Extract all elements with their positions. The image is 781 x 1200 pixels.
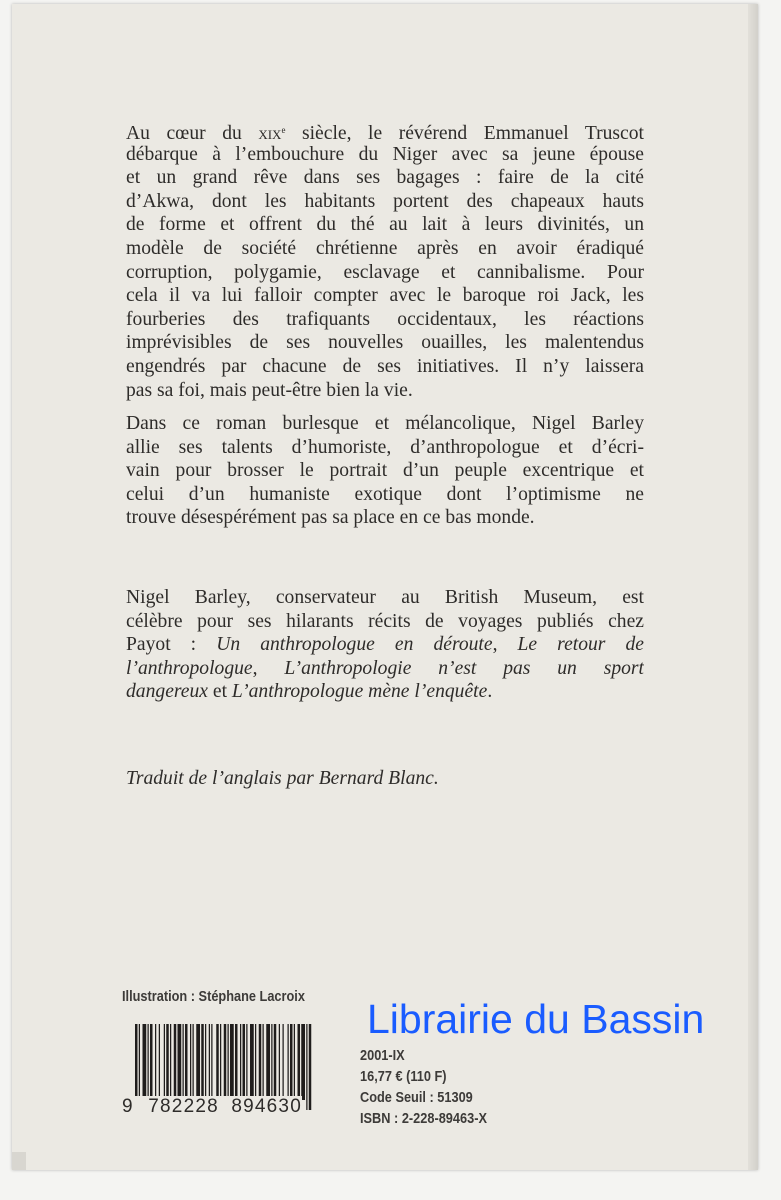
text-segment: célèbre pour ses hilarants récits de voyages publiés chez (126, 610, 644, 632)
text-line (126, 680, 644, 704)
barcode-bar (164, 1024, 165, 1100)
text-segment: Un anthropologue en déroute (216, 634, 493, 656)
text-segment: Payot : (126, 634, 217, 656)
price: 16,77 € (110 F) (360, 1069, 447, 1085)
barcode-bar (174, 1024, 177, 1100)
barcode-bar (216, 1024, 219, 1100)
text-segment: pas sa foi, mais peut-être bien la vie. (126, 379, 413, 401)
text-line (126, 237, 644, 261)
text-segment: , (492, 634, 518, 656)
text-line (126, 586, 644, 610)
text-segment: imprévisibles de ses nouvelles ouailles, les malentendus (126, 332, 644, 354)
barcode-bar (283, 1024, 284, 1100)
barcode-bar (166, 1024, 169, 1100)
text-line (126, 483, 644, 507)
text-segment: XIX (258, 127, 282, 142)
barcode-bar (243, 1024, 246, 1100)
barcode-bar (143, 1024, 147, 1100)
barcode-bar (190, 1024, 191, 1100)
text-line (126, 657, 644, 681)
text-segment: e (281, 125, 286, 135)
barcode-bar (159, 1024, 160, 1100)
text-line (126, 436, 644, 460)
text-line (126, 143, 644, 167)
text-segment: allie ses talents d’humoriste, d’anthropologue et d’écri- (126, 436, 644, 458)
barcode-digits-left: 782228 (148, 1096, 219, 1117)
text-line (126, 459, 644, 483)
text-segment: trouve désespérément pas sa place en ce bas monde. (126, 507, 535, 529)
text-line (126, 331, 644, 355)
barcode-bar (205, 1024, 206, 1100)
text-segment: débarque à l’embouchure du Niger avec sa jeune épouse (126, 143, 644, 165)
barcode-bar (196, 1024, 200, 1100)
barcode-bar (290, 1024, 293, 1100)
print-date: 2001-IX (360, 1048, 405, 1064)
barcode-bar (178, 1024, 182, 1100)
text-segment: dangereux (126, 681, 208, 703)
text-segment: corruption, polygamie, esclavage et cannibalisme. Pour (126, 261, 644, 283)
barcode-bar (294, 1024, 295, 1100)
text-segment: cela il va lui falloir compter avec le baroque roi Jack, les (126, 285, 644, 307)
barcode-bar (170, 1024, 171, 1100)
barcode-bar (148, 1024, 149, 1100)
text-line (126, 308, 644, 332)
text-segment: Au cœur du (126, 123, 259, 143)
text-segment: et un grand rêve dans ses bagages : faire de la cité (126, 167, 644, 189)
barcode-bar (279, 1024, 280, 1100)
barcode-bar (288, 1024, 289, 1100)
barcode-digit-prefix: 9 (122, 1096, 134, 1117)
barcode-bar (259, 1024, 262, 1100)
text-line (126, 412, 644, 436)
barcode-bar (266, 1024, 270, 1100)
barcode-bar (193, 1024, 194, 1100)
barcode-bar (240, 1024, 241, 1100)
text-segment: , (252, 657, 285, 679)
text-line (126, 610, 644, 634)
translator-credit: Traduit de l’anglais par Bernard Blanc. (126, 768, 439, 789)
text-segment: celui d’un humaniste exotique dont l’optimisme ne (126, 483, 644, 505)
text-segment: siècle, le révérend Emmanuel Truscot (285, 123, 644, 143)
barcode-bar (230, 1024, 234, 1100)
barcode-bar (298, 1024, 301, 1100)
barcode-bar (250, 1024, 254, 1100)
barcode-bar (150, 1024, 153, 1100)
text-segment: engendrés par chacune de ses initiatives. Il n’y laissera (126, 355, 644, 377)
barcode-digits (122, 1096, 302, 1118)
text-line (126, 355, 644, 379)
text-segment: Dans ce roman burlesque et mélancolique, Nigel Barley (126, 413, 644, 434)
text-segment: et (207, 681, 232, 703)
barcode-bar (209, 1024, 210, 1100)
barcode-bar (185, 1024, 188, 1100)
barcode-bar (228, 1024, 229, 1100)
cover-corner-wear (12, 1152, 26, 1170)
text-line (126, 506, 644, 530)
text-segment: Nigel Barley, conservateur au British Museum, est (126, 587, 644, 608)
barcode-bar (183, 1024, 184, 1100)
text-line (126, 190, 644, 214)
text-segment: L’anthropologue mène l’enquête (231, 681, 488, 703)
text-line (126, 379, 644, 403)
publication-info (360, 1046, 487, 1130)
text-line (126, 633, 644, 657)
bookshop-watermark: Librairie du Bassin (367, 996, 705, 1042)
barcode-bar (274, 1024, 277, 1100)
text-segment: de forme et offrent du thé au lait à leurs divinités, un (126, 214, 644, 236)
text-line (126, 213, 644, 237)
text-line (126, 166, 644, 190)
text-line (126, 119, 644, 143)
barcode-bar (301, 1024, 305, 1100)
barcode-bar (263, 1024, 264, 1100)
barcode-bar (155, 1024, 156, 1100)
text-segment: vain pour brosser le portrait d’un peuple excentrique et (126, 460, 644, 482)
text-segment: . (487, 681, 493, 703)
barcode-bar (201, 1024, 204, 1100)
text-segment: fourberies des trafiquants occidentaux, les réactions (126, 308, 644, 330)
text-segment: Le retour de (517, 634, 644, 656)
publisher-code: Code Seuil : 51309 (360, 1090, 473, 1106)
barcode-digits-right: 894630 (231, 1096, 302, 1117)
isbn: ISBN : 2-228-89463-X (360, 1111, 487, 1127)
barcode-bar (255, 1024, 256, 1100)
illustration-credit: Illustration : Stéphane Lacroix (122, 989, 305, 1005)
author-bio-paragraph (126, 586, 644, 704)
text-segment: L’anthropologie n’est pas un sport (284, 657, 644, 679)
barcode-bar (211, 1024, 212, 1100)
barcode-bar (235, 1024, 238, 1100)
text-segment: l’anthropologue (126, 657, 253, 679)
text-segment: modèle de société chrétienne après en avoir éradiqué (126, 237, 644, 259)
text-segment: d’Akwa, dont les habitants portent des chapeaux hauts (126, 190, 644, 212)
synopsis-paragraph (126, 119, 644, 402)
barcode-bar (309, 1024, 312, 1110)
barcode-bar (246, 1024, 247, 1100)
barcode-bar (271, 1024, 272, 1100)
barcode-bar (220, 1024, 221, 1100)
review-paragraph (126, 412, 644, 530)
barcode-bar (306, 1024, 307, 1110)
text-line (126, 261, 644, 285)
text-line (126, 284, 644, 308)
